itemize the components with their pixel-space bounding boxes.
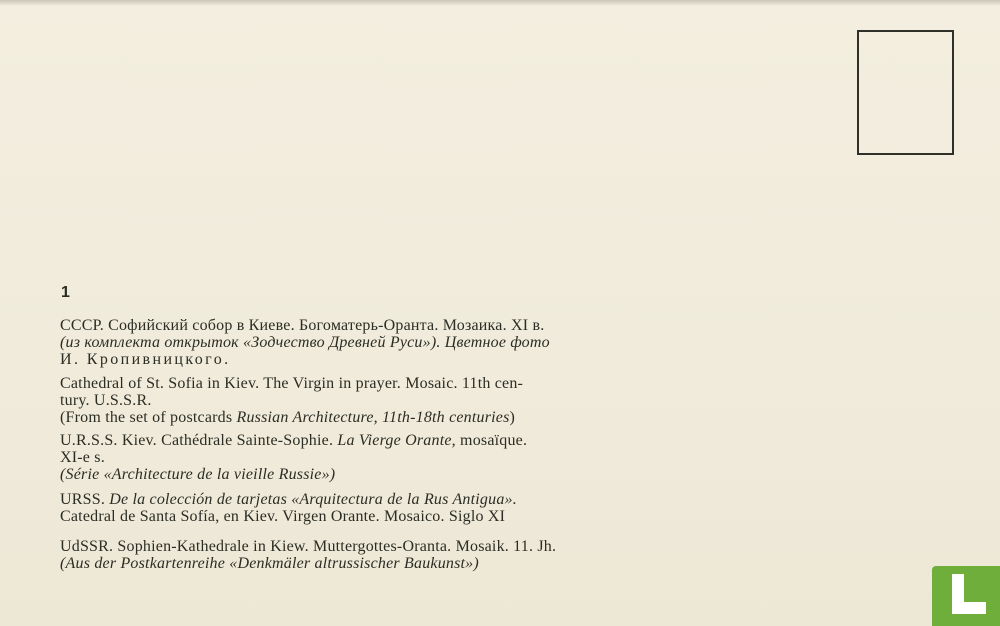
stamp-placement-box (857, 30, 954, 155)
lastdodo-watermark-icon (932, 566, 1000, 626)
caption-french (60, 432, 710, 483)
caption-russian (60, 317, 710, 368)
caption-fr-line1-title: La Vierge Orante, (337, 432, 456, 449)
caption-en-line3-suffix: ) (509, 409, 516, 426)
caption-de-line2: (Aus der Postkartenreihe «Denkmäler altrussischer Baukunst») (60, 555, 479, 572)
caption-ru-line2: (из комплекта открыток «Зодчество Древней Руси»). Цветное фото (60, 334, 550, 351)
caption-fr-line1 (60, 432, 710, 449)
watermark-l-horizontal (952, 602, 986, 614)
caption-en-line3 (60, 409, 710, 426)
caption-de-line1: UdSSR. Sophien-Kathedrale in Kiew. Muttergottes-Oranta. Mosaik. 11. Jh. (60, 538, 557, 555)
caption-es-line2: Catedral de Santa Sofía, en Kiev. Virgen Orante. Mosaico. Siglo XI (60, 508, 506, 525)
caption-fr-line1-suffix: mosaïque. (455, 432, 528, 449)
caption-fr-line1-prefix: U.R.S.S. Kiev. Cathédrale Sainte-Sophie. (60, 432, 338, 449)
caption-es-line1-prefix: URSS. (60, 491, 110, 508)
caption-ru-line1: СССР. Софийский собор в Киеве. Богоматерь-Оранта. Мозаика. XI в. (60, 317, 545, 334)
caption-en-line3-prefix: (From the set of postcards (60, 409, 237, 426)
caption-es-line1-series: De la colección de tarjetas «Arquitectura de la Rus Antigua». (109, 491, 517, 508)
caption-spanish (60, 491, 710, 525)
top-edge-shadow (0, 0, 1000, 6)
caption-german (60, 538, 710, 572)
caption-fr-line2: XI-e s. (60, 449, 105, 466)
card-number: 1 (61, 284, 70, 301)
caption-en-line3-series: Russian Architecture, 11th-18th centuries (236, 409, 510, 426)
caption-es-line1 (60, 491, 710, 508)
caption-fr-line3: (Série «Architecture de la vieille Russie») (60, 466, 336, 483)
caption-english (60, 375, 710, 426)
caption-en-line1: Cathedral of St. Sofia in Kiev. The Virgin in prayer. Mosaic. 11th cen- (60, 375, 524, 392)
caption-ru-line3: И. Кропивницкого. (60, 351, 231, 368)
caption-en-line2: tury. U.S.S.R. (60, 392, 152, 409)
